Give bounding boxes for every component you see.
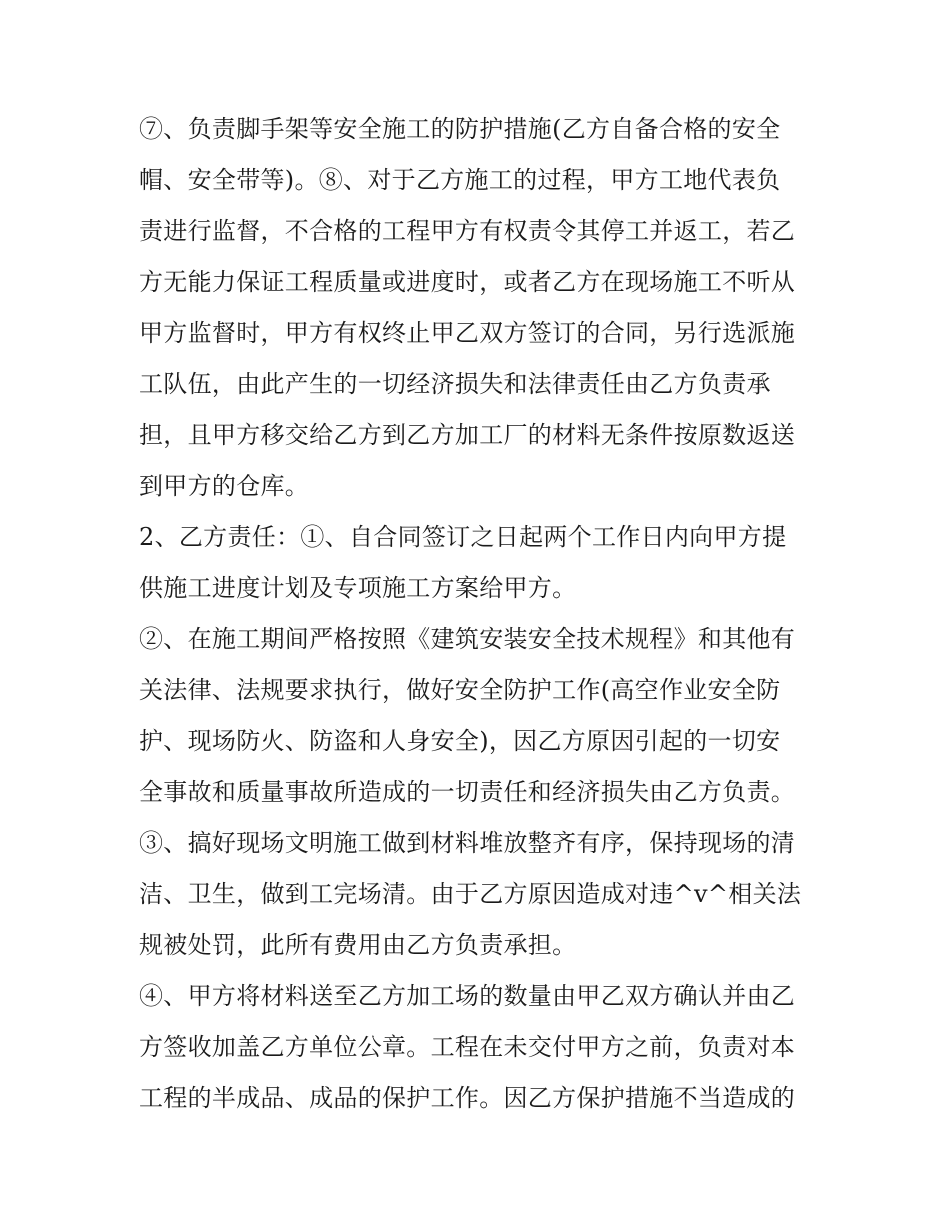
contract-text-body [139, 104, 819, 1124]
text-line: 到甲方的仓库。 [139, 472, 310, 500]
text-line: ②、在施工期间严格按照《建筑安装安全技术规程》和其他有 [139, 625, 796, 653]
text-line: ⑦、负责脚手架等安全施工的防护措施(乙方自备合格的安全 [139, 115, 781, 143]
text-line: 规被处罚，此所有费用由乙方负责承担。 [139, 931, 577, 959]
text-line: 方无能力保证工程质量或进度时，或者乙方在现场施工不听从 [139, 268, 796, 296]
text-line: 洁、卫生，做到工完场清。由于乙方原因造成对违^v^相关法 [139, 880, 802, 908]
text-line: 护、现场防火、防盗和人身安全)，因乙方原因引起的一切安 [139, 727, 781, 755]
text-line: 帽、安全带等)。⑧、对于乙方施工的过程，甲方工地代表负 [139, 166, 781, 194]
text-line: 责进行监督，不合格的工程甲方有权责令其停工并返工，若乙 [139, 217, 796, 245]
text-line: 全事故和质量事故所造成的一切责任和经济损失由乙方负责。 [139, 778, 796, 806]
text-line: 工程的半成品、成品的保护工作。因乙方保护措施不当造成的 [139, 1084, 796, 1112]
text-line: ③、搞好现场文明施工做到材料堆放整齐有序，保持现场的清 [139, 829, 796, 857]
text-line: 方签收加盖乙方单位公章。工程在未交付甲方之前，负责对本 [139, 1033, 796, 1061]
text-line: 供施工进度计划及专项施工方案给甲方。 [139, 574, 577, 602]
text-line: 担，且甲方移交给乙方到乙方加工厂的材料无条件按原数返送 [139, 421, 796, 449]
text-line: 工队伍，由此产生的一切经济损失和法律责任由乙方负责承 [139, 370, 771, 398]
text-line: ④、甲方将材料送至乙方加工场的数量由甲乙双方确认并由乙 [139, 982, 796, 1010]
text-line: 2、乙方责任：①、自合同签订之日起两个工作日内向甲方提 [139, 523, 787, 551]
text-line: 关法律、法规要求执行，做好安全防护工作(高空作业安全防 [139, 676, 781, 704]
text-line: 甲方监督时，甲方有权终止甲乙双方签订的合同，另行选派施 [139, 319, 796, 347]
